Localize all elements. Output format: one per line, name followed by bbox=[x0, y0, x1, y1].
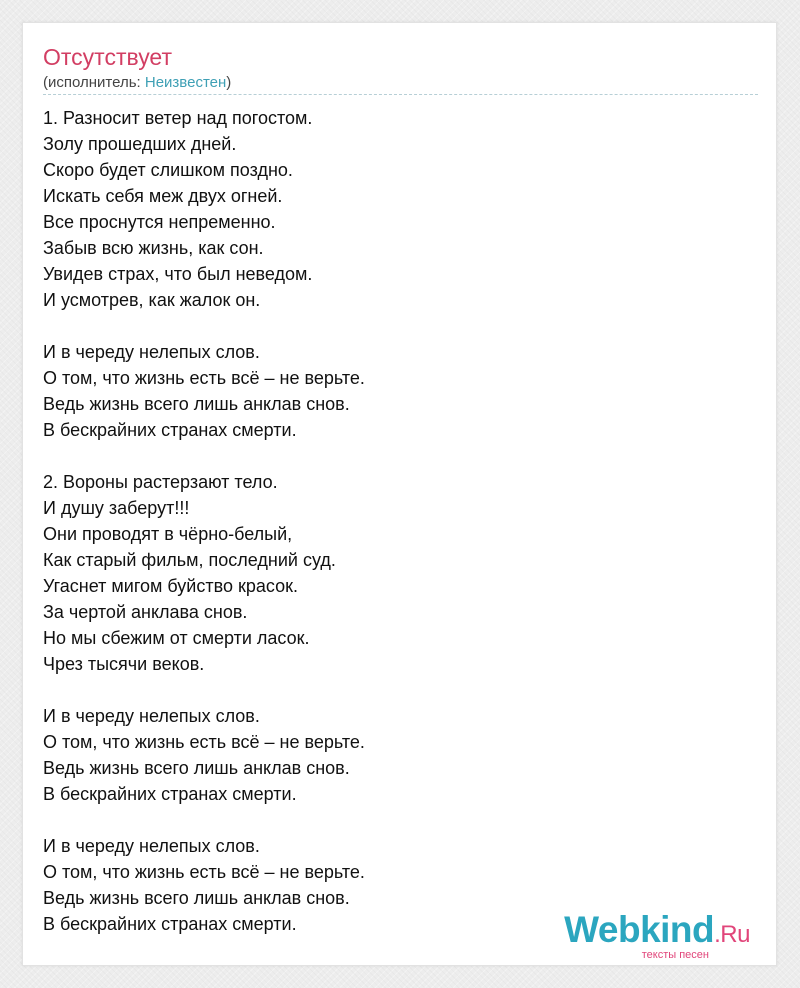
lyric-line: О том, что жизнь есть всё – не верьте. bbox=[43, 368, 365, 388]
lyrics-card bbox=[22, 22, 777, 966]
stanza-gap bbox=[43, 677, 758, 703]
lyric-line: Но мы сбежим от смерти ласок. bbox=[43, 628, 310, 648]
lyric-line: Как старый фильм, последний суд. bbox=[43, 550, 336, 570]
lyric-line: Ведь жизнь всего лишь анклав снов. bbox=[43, 758, 350, 778]
lyric-line: 2. Вороны растерзают тело. bbox=[43, 472, 278, 492]
lyric-line: Угаснет мигом буйство красок. bbox=[43, 576, 298, 596]
logo-tld: .Ru bbox=[714, 921, 750, 948]
lyric-line: И душу заберут!!! bbox=[43, 498, 190, 518]
lyric-line: Чрез тысячи веков. bbox=[43, 654, 205, 674]
lyric-line: За чертой анклава снов. bbox=[43, 602, 248, 622]
site-logo[interactable] bbox=[564, 911, 750, 961]
lyric-line: И усмотрев, как жалок он. bbox=[43, 290, 261, 310]
song-meta bbox=[43, 73, 758, 95]
logo-name: Webkind bbox=[564, 909, 715, 950]
lyric-line: В бескрайних странах смерти. bbox=[43, 914, 297, 934]
artist-link[interactable]: Неизвестен bbox=[144, 74, 227, 91]
song-title: Отсутствует bbox=[43, 44, 172, 70]
stanza-gap bbox=[43, 443, 758, 469]
lyrics-text bbox=[43, 105, 758, 937]
lyric-line: О том, что жизнь есть всё – не верьте. bbox=[43, 862, 365, 882]
lyric-line: Все проснутся непременно. bbox=[43, 212, 276, 232]
lyric-line: В бескрайних странах смерти. bbox=[43, 784, 297, 804]
lyric-line: Ведь жизнь всего лишь анклав снов. bbox=[43, 394, 350, 414]
lyric-line: Скоро будет слишком поздно. bbox=[43, 160, 293, 180]
lyric-line: Забыв всю жизнь, как сон. bbox=[43, 238, 264, 258]
logo-tagline: тексты песен bbox=[641, 949, 709, 961]
lyric-line: И в череду нелепых слов. bbox=[43, 836, 260, 856]
lyric-line: Ведь жизнь всего лишь анклав снов. bbox=[43, 888, 350, 908]
lyric-line: Они проводят в чёрно-белый, bbox=[43, 524, 293, 544]
artist-suffix: ) bbox=[226, 74, 232, 91]
stanza-gap bbox=[43, 807, 758, 833]
lyric-line: О том, что жизнь есть всё – не верьте. bbox=[43, 732, 365, 752]
lyric-line: Искать себя меж двух огней. bbox=[43, 186, 283, 206]
logo-wordmark bbox=[564, 911, 750, 954]
lyric-line: Увидев страх, что был неведом. bbox=[43, 264, 313, 284]
lyric-line: Золу прошедших дней. bbox=[43, 134, 237, 154]
lyric-line: И в череду нелепых слов. bbox=[43, 342, 260, 362]
lyric-line: 1. Разносит ветер над погостом. bbox=[43, 108, 313, 128]
artist-prefix: (исполнитель: bbox=[43, 74, 145, 91]
lyric-line: В бескрайних странах смерти. bbox=[43, 420, 297, 440]
stanza-gap bbox=[43, 313, 758, 339]
lyric-line: И в череду нелепых слов. bbox=[43, 706, 260, 726]
